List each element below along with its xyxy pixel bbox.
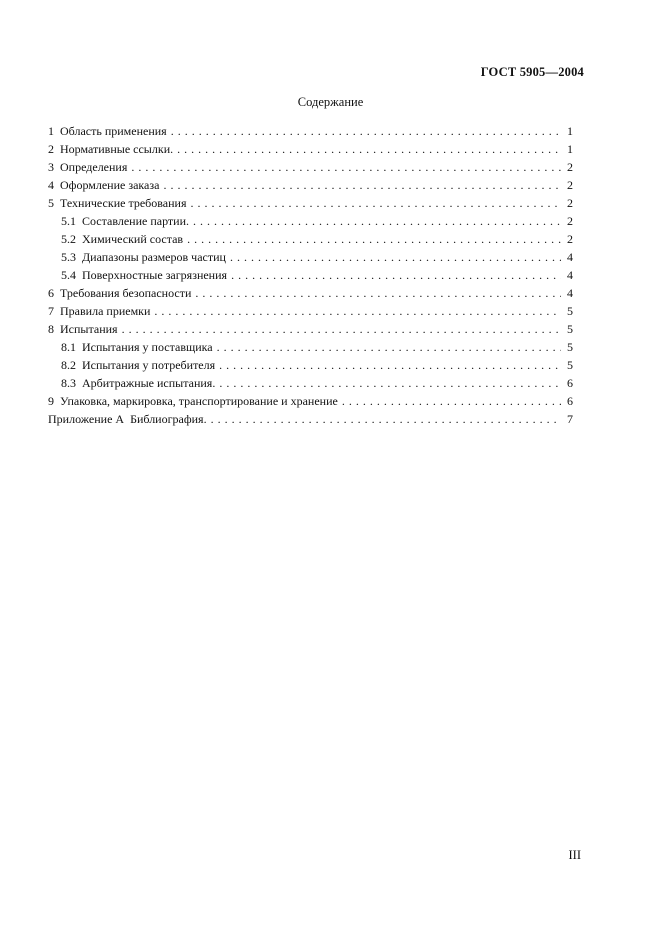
toc-dot-leader [163, 176, 561, 194]
toc-entry-page: 5 [567, 358, 573, 372]
toc-entry-number: 3 [48, 160, 54, 174]
toc-entry-label: Испытания [60, 322, 118, 336]
toc-entry-number: 2 [48, 142, 54, 156]
toc-dot-leader [217, 338, 561, 356]
toc-entry-number: 4 [48, 178, 54, 192]
toc-entry-page: 6 [567, 376, 573, 390]
toc-entry-number: 5.2 [61, 232, 76, 246]
toc-entry-label: Правила приемки [60, 304, 151, 318]
toc-dot-leader [154, 302, 561, 320]
toc-entry[interactable] [48, 392, 573, 410]
toc-entry-label: Диапазоны размеров частиц [82, 250, 226, 264]
toc-dot-leader [131, 158, 561, 176]
toc-dot-leader [219, 356, 561, 374]
toc-entry-page: 4 [567, 286, 573, 300]
toc-dot-leader [342, 392, 561, 410]
toc-dot-leader [211, 410, 561, 428]
toc-entry-page: 7 [567, 412, 573, 426]
toc-dot-leader [122, 320, 561, 338]
toc-entry-label: Оформление заказа [60, 178, 160, 192]
toc-entry-page: 5 [567, 322, 573, 336]
toc-entry[interactable] [48, 176, 573, 194]
toc-entry-number: 5.3 [61, 250, 76, 264]
toc-entry-label: Нормативные ссылки. [60, 142, 174, 156]
toc-entry-page: 1 [567, 142, 573, 156]
toc-entry[interactable] [48, 212, 573, 230]
toc-entry-number: 8.3 [61, 376, 76, 390]
toc-entry[interactable] [48, 410, 573, 428]
toc-entry-page: 2 [567, 178, 573, 192]
toc-entry-page: 5 [567, 340, 573, 354]
toc-entry-page: 2 [567, 160, 573, 174]
toc-entry-number: 9 [48, 394, 54, 408]
toc-entry-number: 5.4 [61, 268, 76, 282]
toc-entry-number: 8.2 [61, 358, 76, 372]
toc-entry[interactable] [48, 302, 573, 320]
toc-entry-label: Составление партии. [82, 214, 190, 228]
toc-entry[interactable] [48, 140, 573, 158]
toc-entry-label: Область применения [60, 124, 167, 138]
toc-dot-leader [171, 122, 561, 140]
toc-entry[interactable] [48, 284, 573, 302]
toc-entry-label: Упаковка, маркировка, транспортирование и хранение [60, 394, 338, 408]
toc-entry-label: Требования безопасности [60, 286, 192, 300]
toc-entry-page: 2 [567, 232, 573, 246]
toc-entry-page: 5 [567, 304, 573, 318]
toc-entry-label: Арбитражные испытания. [82, 376, 216, 390]
toc-entry-page: 4 [567, 268, 573, 282]
toc-entry-number: 1 [48, 124, 54, 138]
toc-title: Содержание [297, 95, 364, 109]
toc-dot-leader [219, 374, 561, 392]
toc-entry[interactable] [48, 338, 573, 356]
toc-entry-label: Библиография. [130, 412, 207, 426]
page-number: III [568, 848, 581, 862]
toc-entry[interactable] [48, 122, 573, 140]
toc-entry[interactable] [48, 230, 573, 248]
toc-entry-label: Испытания у поставщика [82, 340, 213, 354]
toc-entry-label: Испытания у потребителя [82, 358, 216, 372]
toc-dot-leader [193, 212, 561, 230]
toc-dot-leader [195, 284, 561, 302]
toc-entry[interactable] [48, 194, 573, 212]
toc-dot-leader [190, 194, 561, 212]
document-code: ГОСТ 5905—2004 [480, 65, 584, 79]
toc-entry-number: 7 [48, 304, 54, 318]
toc-entry-number: 8 [48, 322, 54, 336]
toc-entry[interactable] [48, 374, 573, 392]
toc-entry-label: Технические требования [60, 196, 187, 210]
toc-entry-label: Поверхностные загрязнения [82, 268, 228, 282]
toc-entry-number: 5 [48, 196, 54, 210]
toc-dot-leader [230, 248, 561, 266]
toc-entry[interactable] [48, 158, 573, 176]
toc-dot-leader [187, 230, 561, 248]
toc-dot-leader [231, 266, 561, 284]
toc-entry[interactable] [48, 266, 573, 284]
toc-entry[interactable] [48, 356, 573, 374]
toc-entry-page: 1 [567, 124, 573, 138]
toc-entry-page: 2 [567, 214, 573, 228]
toc-entry-number: 5.1 [61, 214, 76, 228]
toc-entry-page: 4 [567, 250, 573, 264]
toc-entry[interactable] [48, 320, 573, 338]
toc-entry-label: Определения [60, 160, 128, 174]
toc-entry-page: 2 [567, 196, 573, 210]
toc-entry-page: 6 [567, 394, 573, 408]
table-of-contents [48, 122, 573, 428]
toc-entry[interactable] [48, 248, 573, 266]
toc-entry-number: 6 [48, 286, 54, 300]
toc-entry-label: Химический состав [82, 232, 184, 246]
toc-entry-number: Приложение А [48, 412, 125, 426]
toc-entry-number: 8.1 [61, 340, 76, 354]
toc-dot-leader [177, 140, 561, 158]
